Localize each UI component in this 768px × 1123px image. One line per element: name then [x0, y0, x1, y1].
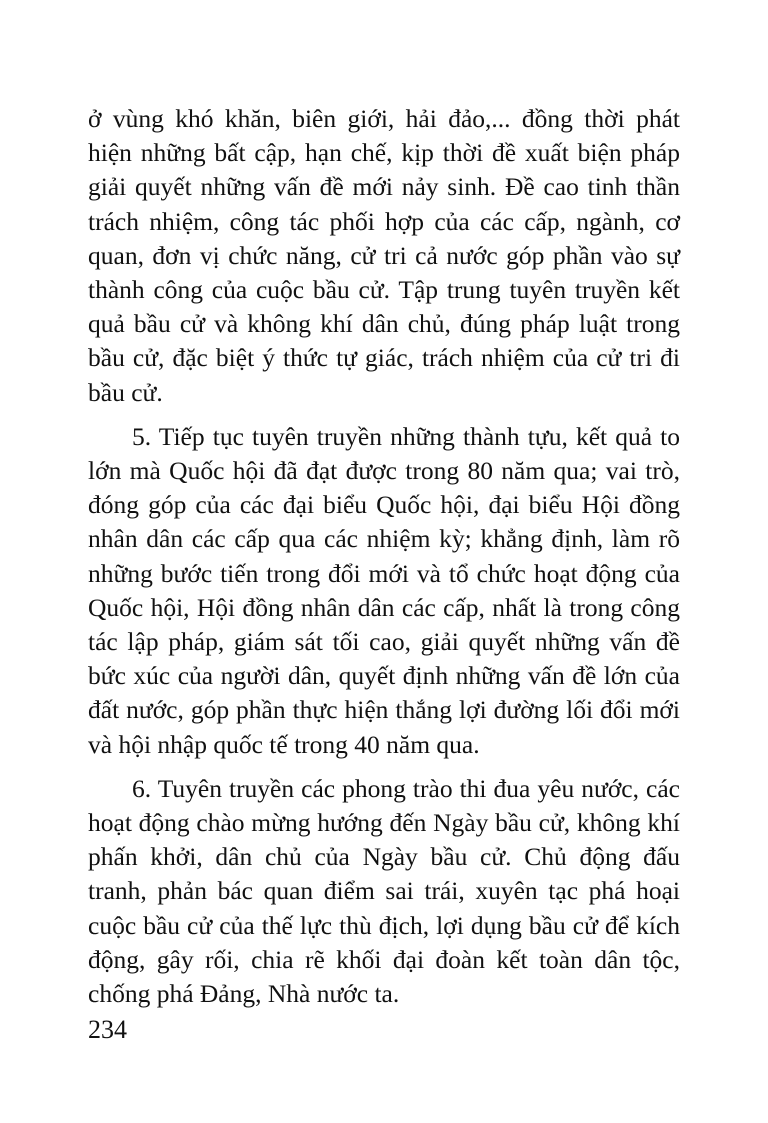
paragraph-continued: ở vùng khó khăn, biên giới, hải đảo,... đồng thời phát hiện những bất cập, hạn chế, kịp thời đề xuất biện pháp giải quyết những vấn đề mới nảy sinh. Đề cao tinh thần trách nhiệm, công tác phối hợp của các cấp, ngành, cơ quan, đơn vị chức năng, cử tri cả nước góp phần vào sự thành công của cuộc bầu cử. Tập trung tuyên truyền kết quả bầu cử và không khí dân chủ, đúng pháp luật trong bầu cử, đặc biệt ý thức tự giác, trách nhiệm của cử tri đi bầu cử.: [88, 104, 680, 407]
paragraph-gap: [88, 410, 680, 420]
paragraph-item-6: 6. Tuyên truyền các phong trào thi đua yêu nước, các hoạt động chào mừng hướng đến Ngày bầu cử, không khí phấn khởi, dân chủ của Ngày bầu cử. Chủ động đấu tranh, phản bác quan điểm sai trái, xuyên tạc phá hoại cuộc bầu cử của thế lực thù địch, lợi dụng bầu cử để kích động, gây rối, chia rẽ khối đại đoàn kết toàn dân tộc, chống phá Đảng, Nhà nước ta.: [88, 773, 680, 1009]
page-number: 234: [88, 1015, 127, 1044]
paragraph-item-5: 5. Tiếp tục tuyên truyền những thành tựu, kết quả to lớn mà Quốc hội đã đạt được trong 80 năm qua; vai trò, đóng góp của các đại biểu Quốc hội, đại biểu Hội đồng nhân dân các cấp qua các nhiệm kỳ; khẳng định, làm rõ những bước tiến trong đổi mới và tổ chức hoạt động của Quốc hội, Hội đồng nhân dân các cấp, nhất là trong công tác lập pháp, giám sát tối cao, giải quyết những vấn đề bức xúc của người dân, quyết định những vấn đề lớn của đất nước, góp phần thực hiện thắng lợi đường lối đổi mới và hội nhập quốc tế trong 40 năm qua.: [88, 421, 680, 759]
paragraph-gap: [88, 762, 680, 772]
page-body: [88, 102, 680, 1011]
